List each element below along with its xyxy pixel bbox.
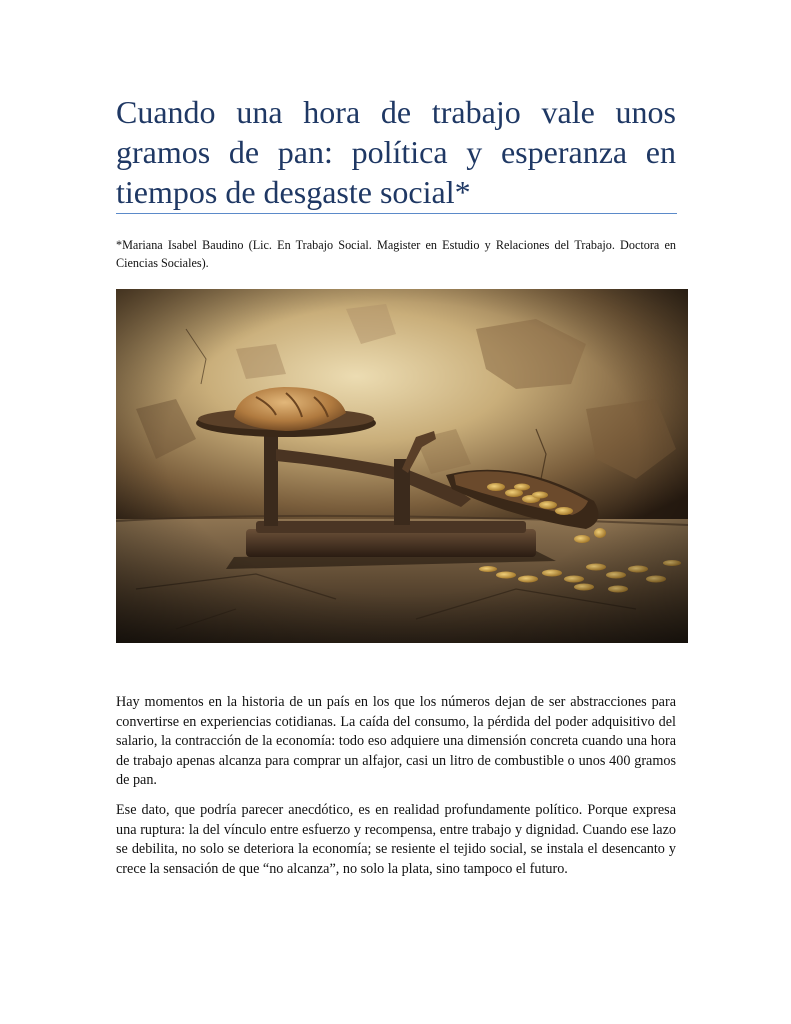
balance-scale-bread-coins-icon bbox=[116, 289, 688, 643]
article-title: Cuando una hora de trabajo vale unos gramos de pan: política y esperanza en tiempos de desgaste social* bbox=[116, 94, 676, 210]
body-paragraph: Hay momentos en la historia de un país en los que los números dejan de ser abstracciones para convertirse en experiencias cotidianas. La caída del consumo, la pérdida del poder adquisitivo del salario, la contracción de la economía: todo eso adquiere una dimensión concreta cuando una hora de trabajo apenas alcanza para comprar un alfajor, casi un litro de combustible o unos 400 gramos de pan. bbox=[116, 694, 676, 789]
article-body bbox=[116, 693, 676, 889]
author-note: *Mariana Isabel Baudino (Lic. En Trabajo Social. Magister en Estudio y Relaciones del Trabajo. Doctora en Ciencias Sociales). bbox=[116, 238, 676, 270]
body-paragraph: Ese dato, que podría parecer anecdótico, es en realidad profundamente político. Porque expresa una ruptura: la del vínculo entre esfuerzo y recompensa, entre trabajo y dignidad. Cuando ese lazo se debilita, no solo se deteriora la economía; se resiente el tejido social, se instala el desencanto y crece la sensación de que “no alcanza”, no solo la plata, sino tampoco el futuro. bbox=[116, 801, 676, 877]
title-underline-rule bbox=[116, 213, 677, 214]
balance-scale-illustration bbox=[116, 289, 688, 643]
